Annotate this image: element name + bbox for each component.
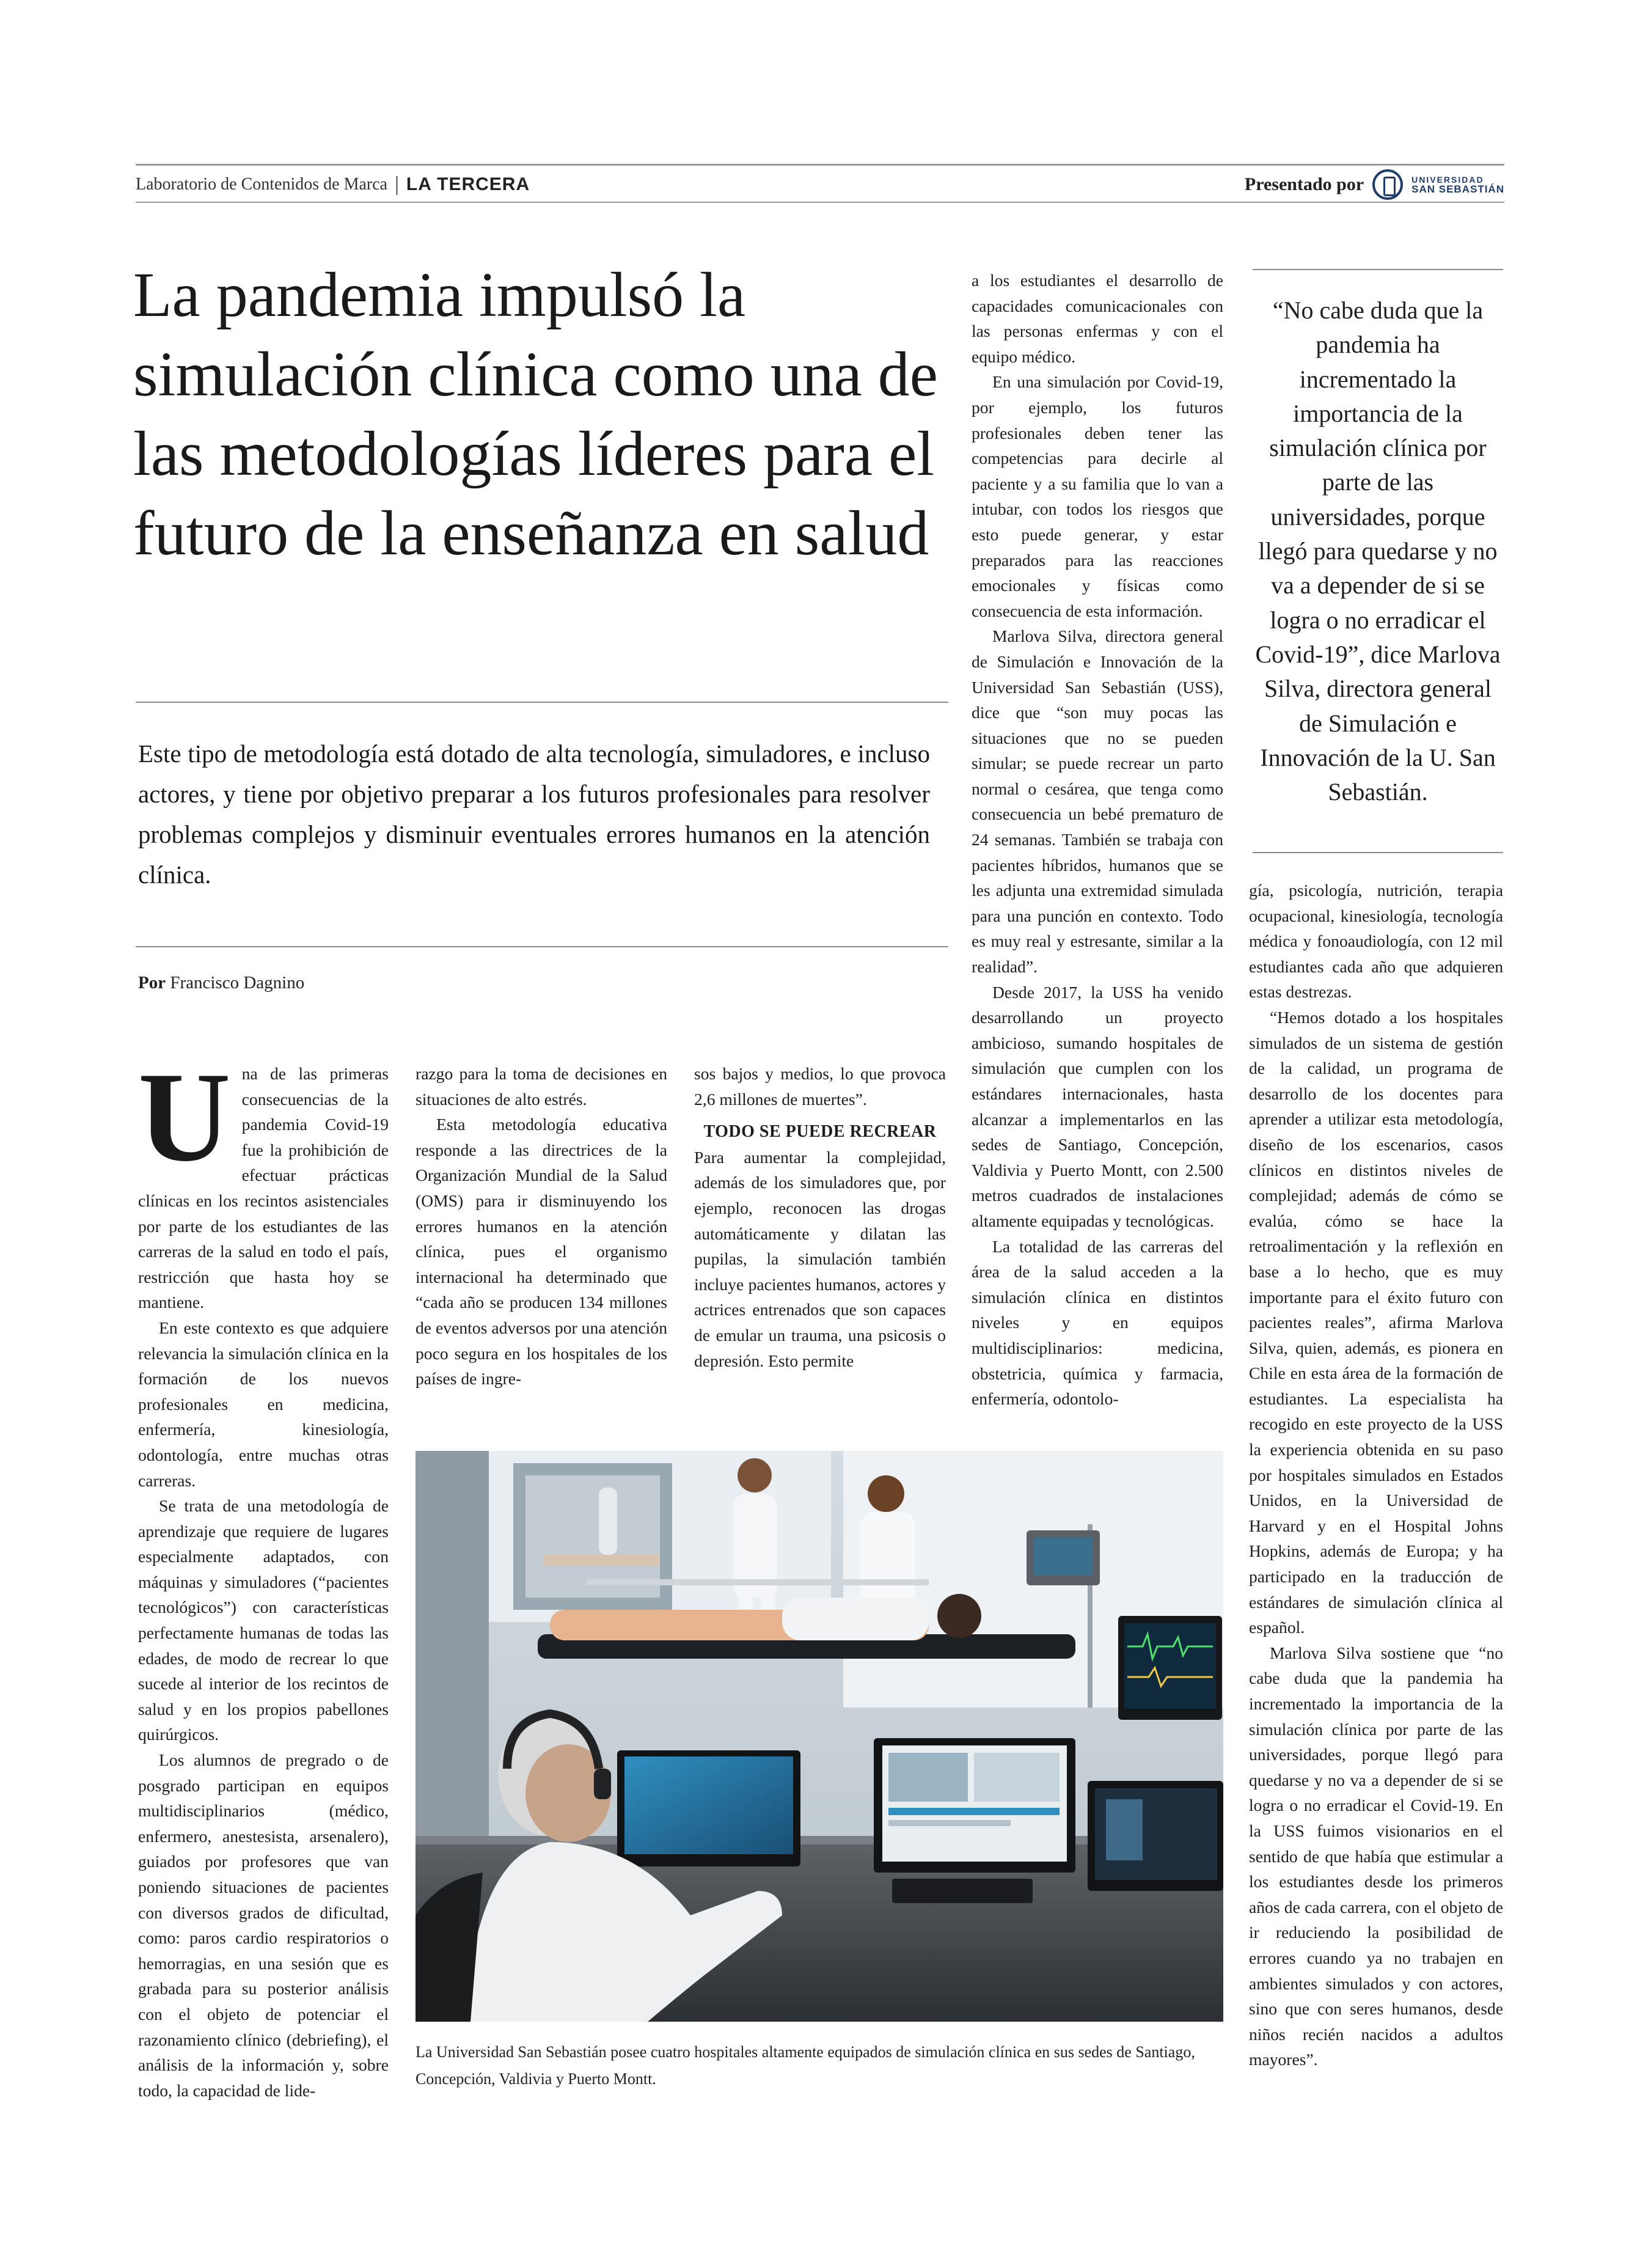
section-subhead: TODO SE PUEDE RECREAR — [703, 1122, 937, 1142]
photo-caption: La Universidad San Sebastián posee cuatro hospitales altamente equipados de simulación clínica en sus sedes de Santiago, Concepción, Valdivia y Puerto Montt. — [415, 2043, 1195, 2088]
lede-divider — [136, 946, 948, 947]
paragraph: razgo para la toma de decisiones en situaciones de alto estrés. — [415, 1064, 667, 1109]
paragraph: Los alumnos de pregrado o de posgrado participan en equipos multidisciplinarios (médico, enfermero, anestesista, arsenalero), guiados por profesores que van poniendo situaciones de pacientes con diversos grados de dificultad, como: paros cardio respiratorios o hemorragias, en una sesión que es grabada para su posterior análisis con el objeto de potenciar el razonamiento clínico (debriefing), el análisis de la información y, sobre todo, la capacidad de lide- — [138, 1750, 389, 2100]
article-lede: Este tipo de metodología está dotado de alta tecnología, simuladores, e incluso actores, y tiene por objetivo preparar a los futuros profesionales para resolver problemas complejos y disminuir eventuales errores humanos en la atención clínica. — [138, 739, 930, 889]
sponsor-logo-line2: SAN SEBASTIÁN — [1411, 183, 1504, 195]
article-column-1 — [138, 1046, 389, 2103]
paragraph: En este contexto es que adquiere relevancia la simulación clínica en la formación de los nuevos profesionales en medicina, enfermería, kinesiología, odontología, entre muchas otras carreras. — [138, 1318, 389, 1490]
drop-cap: U — [138, 1046, 231, 1188]
paragraph: sos bajos y medios, lo que provoca 2,6 millones de muertes”. — [694, 1064, 946, 1109]
university-seal-icon — [1372, 169, 1403, 200]
sponsor-logo-line1: UNIVERSIDAD — [1411, 174, 1484, 185]
pull-quote-rule-bottom — [1253, 852, 1503, 853]
paragraph: Marlova Silva, directora general de Simulación e Innovación de la Universidad San Sebastián (USS), dice que “son muy pocas las situaciones que no se pueden simular; se puede recrear un parto normal o cesárea, que tenga como consecuencia un bebé prematuro de 24 semanas. También se trabaja con pacientes híbridos, humanos que se les adjunta una extremidad simulada para una punción en contexto. Todo es muy real y estresante, similar a la realidad”. — [972, 626, 1223, 977]
sponsor-logo-text — [1411, 175, 1504, 194]
presented-by-label: Presentado por — [1244, 174, 1364, 194]
paragraph: na de las primeras consecuencias de la pandemia Covid-19 fue la prohibición de efectuar prácticas clínicas en los recintos asistenciales por parte de los estudiantes de las carreras de la salud en todo el país, restricción que hasta hoy se mantiene. — [138, 1064, 389, 1312]
article-column-3 — [694, 1061, 946, 1373]
paragraph: La totalidad de las carreras del área de la salud acceden a la simulación clínica en distintos niveles y en equipos multidisciplinarios: medicina, obstetricia, química y farmacia, enfermería, odontolo- — [972, 1236, 1223, 1409]
article-column-5 — [1249, 878, 1503, 2072]
header-right — [1245, 169, 1504, 200]
byline — [138, 973, 304, 993]
paragraph: Esta metodología educativa responde a las directrices de la Organización Mundial de la Salud (OMS) para ir disminuyendo los errores humanos en la atención clínica, pues el organismo internacional ha determinado que “cada año se producen 134 millones de eventos adversos por una atención poco segura en los hospitales de los países de ingre- — [415, 1115, 667, 1389]
header-separator: | — [395, 173, 399, 196]
paragraph: Desde 2017, la USS ha venido desarrollando un proyecto ambicioso, sumando hospitales de simulación que cumplen con los estándares internacionales, hasta alcanzar a implementarlos en las sedes de Santiago, Concepción, Valdivia y Puerto Montt, con 2.500 metros cuadrados de instalaciones altamente equipadas y tecnológicas. — [972, 982, 1223, 1230]
paragraph: Para aumentar la complejidad, además de los simuladores que, por ejemplo, reconocen las drogas automáticamente y dilatan las pupilas, la simulación también incluye pacientes humanos, actores y actrices entrenados que son capaces de emular un trauma, una psicosis o depresión. Esto permite — [694, 1147, 946, 1370]
header-section-label: Laboratorio de Contenidos de Marca — [136, 175, 388, 194]
header-rule-bottom — [136, 202, 1504, 203]
pull-quote-rule-top — [1253, 269, 1503, 270]
article-column-4 — [972, 268, 1223, 1412]
paragraph: En una simulación por Covid-19, por ejemplo, los futuros profesionales deben tener las competencias para decirle al paciente y a su familia que lo van a intubar, con todos los riesgos que esto puede generar, y estar preparados para las reacciones emocionales y físicas como consecuencia de esta información. — [972, 372, 1223, 620]
paragraph: a los estudiantes el desarrollo de capacidades comunicacionales con las personas enfermas y con el equipo médico. — [972, 271, 1223, 366]
newspaper-brand: LA TERCERA — [406, 174, 530, 194]
byline-prefix: Por — [138, 973, 166, 993]
byline-author: Francisco Dagnino — [170, 973, 305, 993]
pull-quote: “No cabe duda que la pandemia ha incrementado la importancia de la simulación clínica por parte de las universidades, porque llegó para quedarse y no va a depender de si se logra o no erradicar el Covid-19”, dice Marlova Silva, directora general de Simulación e Innovación de la U. San Sebastián. — [1255, 296, 1501, 806]
paragraph: Marlova Silva sostiene que “no cabe duda que la pandemia ha incrementado la importancia de la simulación clínica por parte de las universidades, porque llegó para quedarse y no va a depender de si se logra o no erradicar el Covid-19. En la USS fuimos visionarios en el sentido de que había que estimular a los estudiantes desde los primeros años de cada carrera, con el objeto de ir reduciendo la posibilidad de errores cuando ya no trabajen en ambientes simulados y con actores, sino que con seres humanos, desde niños recién nacidos a adultos mayores”. — [1249, 1643, 1503, 2069]
article-title: La pandemia impulsó la simulación clínica como una de las metodologías líderes para el futuro de la enseñanza en salud — [133, 260, 938, 568]
paragraph: gía, psicología, nutrición, terapia ocupacional, kinesiología, tecnología médica y fonoaudiología, con 12 mil estudiantes cada año que adquieren estas destrezas. — [1249, 881, 1503, 1002]
simulation-lab-photo — [415, 1451, 1223, 2022]
article-column-2 — [415, 1061, 667, 1392]
paragraph: Se trata de una metodología de aprendizaje que requiere de lugares especialmente adaptados, con máquinas y simuladores (“pacientes tecnológicos”) con características perfectamente humanas de todas las edades, de modo de recrear lo que sucede al interior de los recintos de salud y en los propios pabellones quirúrgicos. — [138, 1496, 389, 1744]
header-rule-top — [136, 164, 1504, 166]
header-left — [136, 171, 530, 198]
paragraph: “Hemos dotado a los hospitales simulados de un sistema de gestión de la calidad, un programa de desarrollo de los docentes para aprender a utilizar esta metodología, diseño de los escenarios, casos clínicos en distintos niveles de complejidad; además de cómo se evalúa, cómo se hace la retroalimentación y la reflexión en base a lo hecho, que es muy importante para el éxito futuro con pacientes reales”, afirma Marlova Silva, quien, además, es pionera en Chile en esta área de la formación de estudiantes. La especialista ha recogido en este proyecto de la USS la experiencia obtenida en su paso por hospitales simulados en Estados Unidos, en la Universidad de Harvard y en el Hospital Johns Hopkins, además de Europa; y ha participado en la traducción de estándares de simulación clínica al español. — [1249, 1007, 1503, 1637]
title-divider — [136, 702, 948, 703]
